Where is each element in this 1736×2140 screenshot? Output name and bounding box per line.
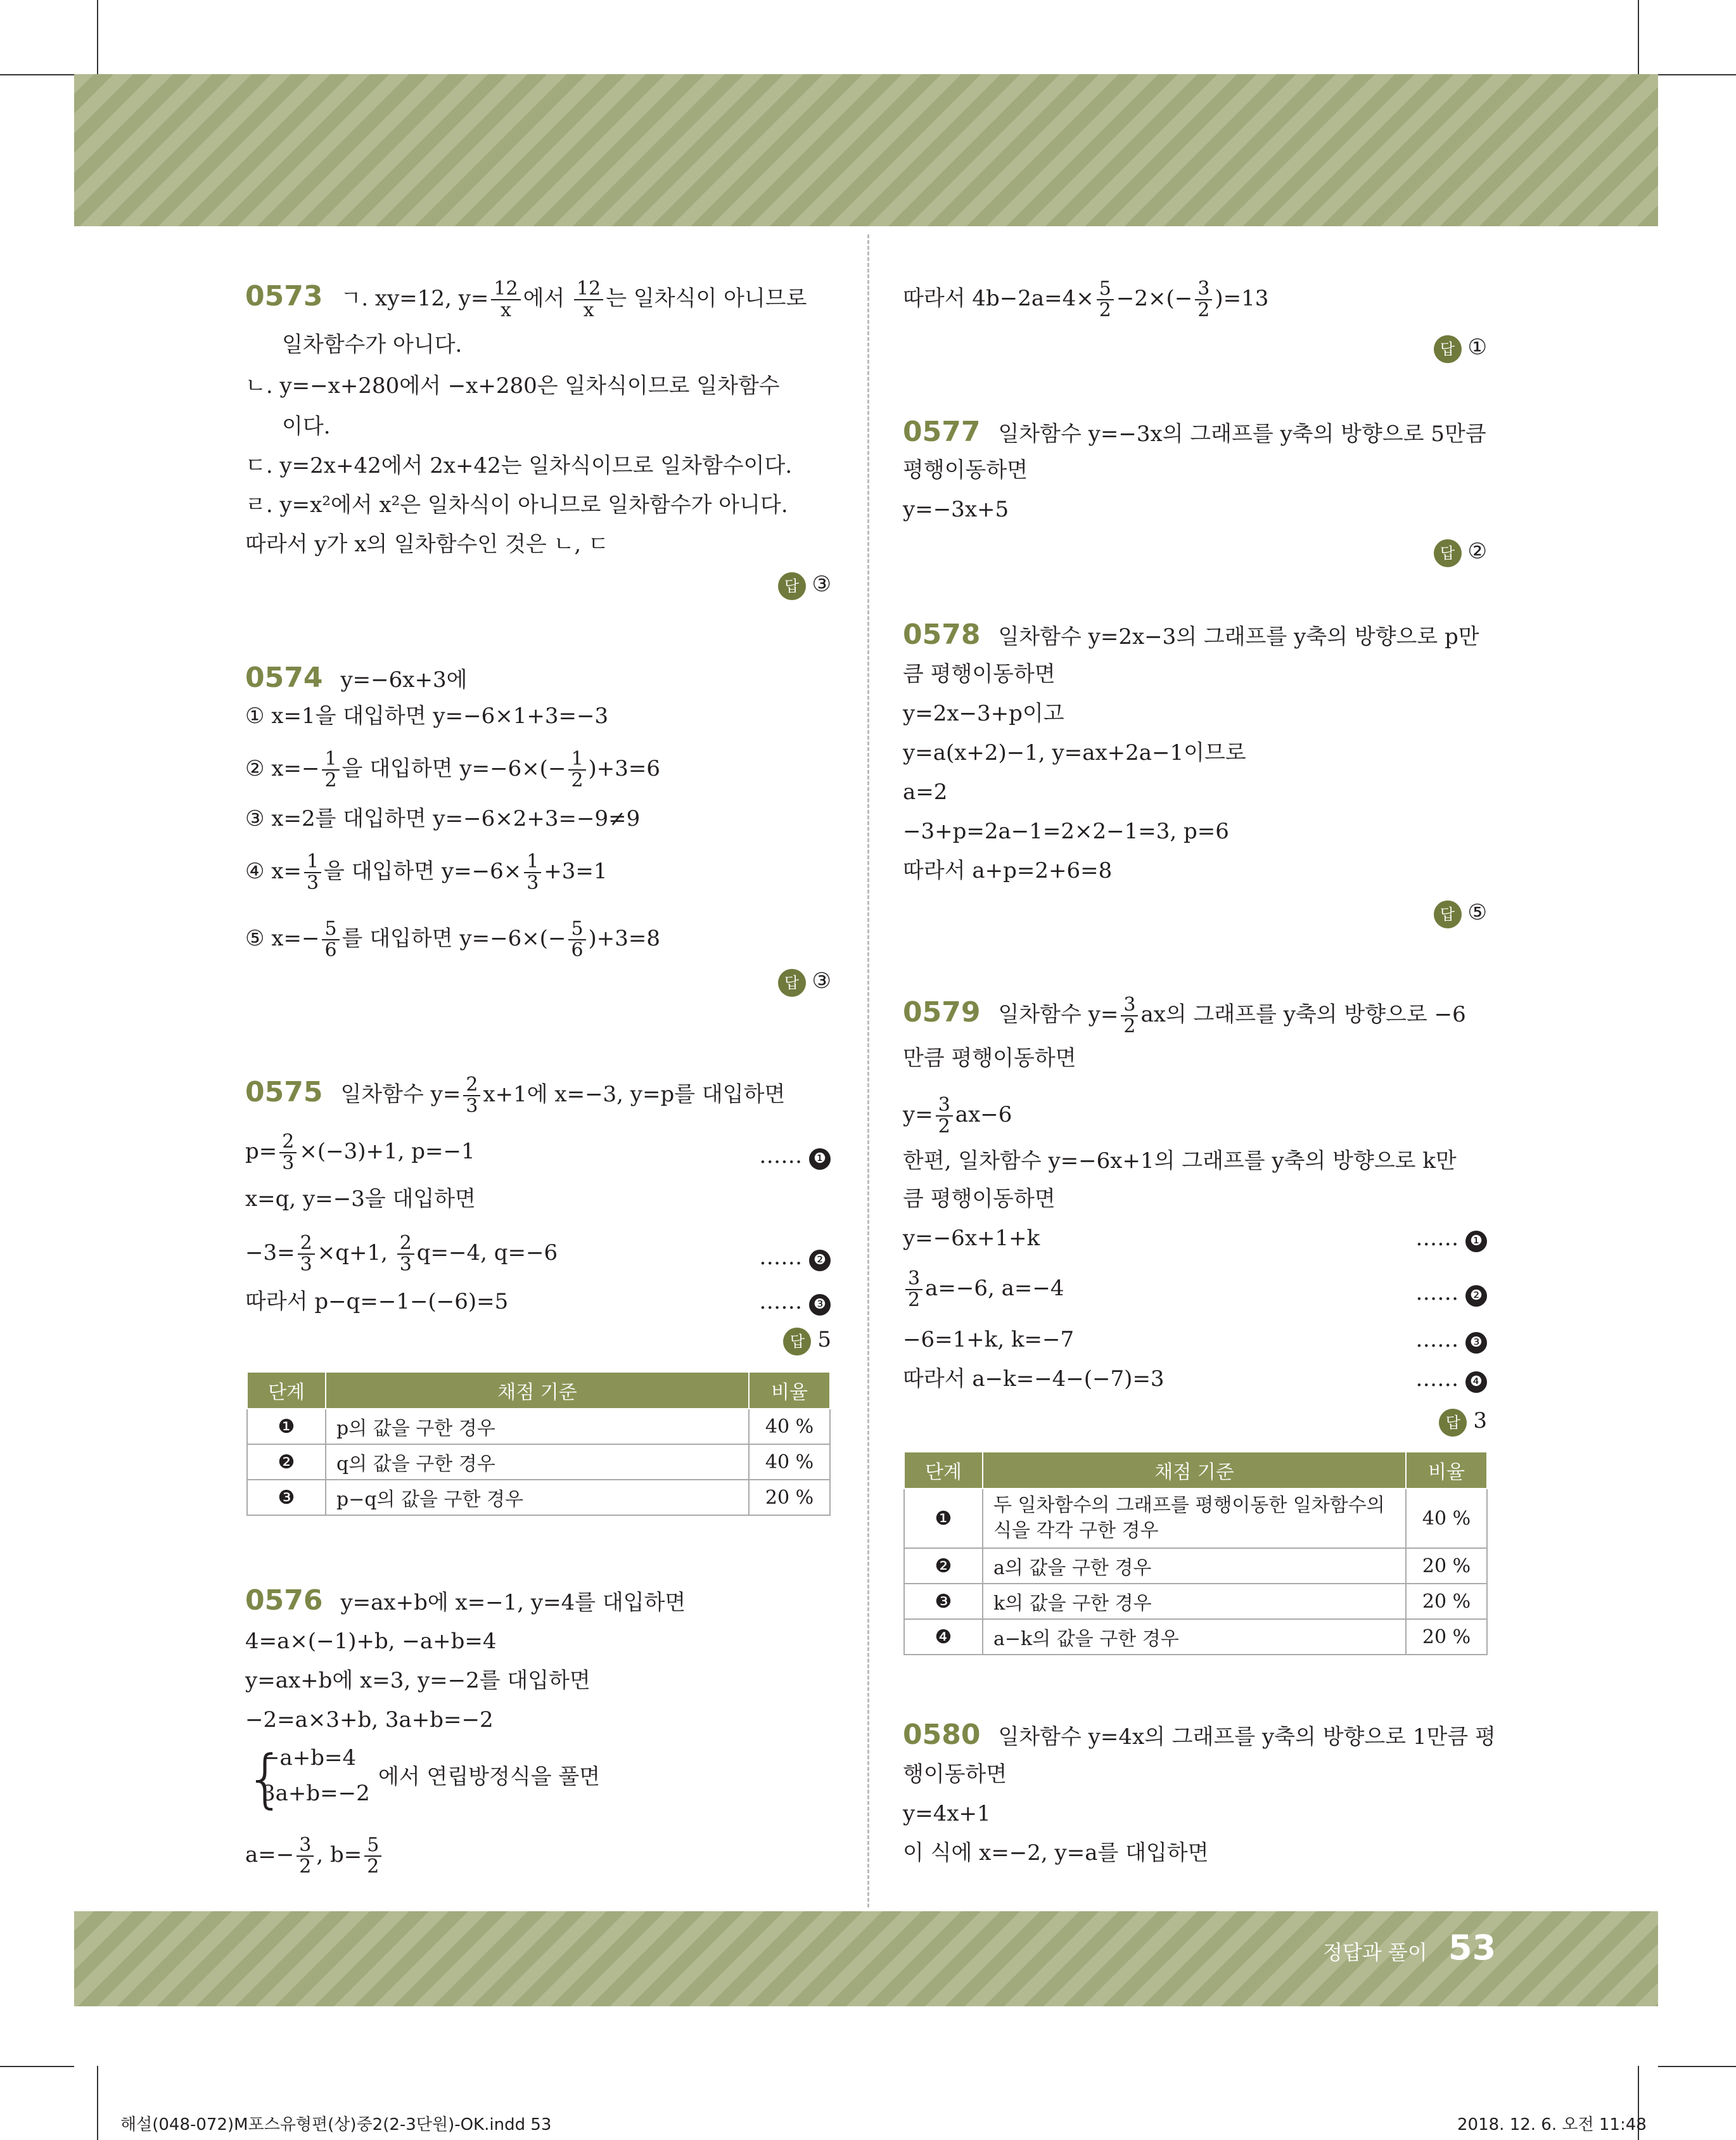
- problem-number: 0573: [245, 280, 323, 312]
- answer: 답 ②: [1434, 537, 1487, 567]
- page-number: 53: [1448, 1928, 1497, 1968]
- text-line: 평행이동하면: [903, 458, 1028, 483]
- problem-0576-head: 0576 y=ax+b에 x=−1, y=4를 대입하면: [245, 1584, 686, 1617]
- text-line: ③ x=2를 대입하면 y=−6×2+3=−9≠9: [245, 806, 641, 831]
- text-line: 행이동하면: [903, 1762, 1007, 1787]
- text-line: −6=1+k, k=−7 …… ❸: [903, 1326, 1487, 1354]
- answer: 답 ①: [1434, 333, 1487, 363]
- answer: 답 ⑤: [1434, 899, 1487, 928]
- problem-0573-line1: 0573 ㄱ. xy=12, y= $\frac{12}{x}$ 에서 $\frac{12}{x}$ 는 일차식이 아니므로: [245, 278, 807, 321]
- answer: 답 5: [783, 1326, 831, 1355]
- text-line: $\frac{3}{2}$ a=−6, a=−4 …… ❷: [903, 1269, 1487, 1310]
- text-line: 큼 평행이동하면: [903, 1186, 1056, 1212]
- step-marker: ❷: [1465, 1285, 1487, 1307]
- crop-mark: [97, 2066, 98, 2140]
- text-line: ㄹ. y=x²에서 x²은 일차식이 아니므로 일차함수가 아니다.: [245, 492, 788, 518]
- text-line: 이 식에 x=−2, y=a를 대입하면: [903, 1840, 1209, 1866]
- answer: 답 ③: [778, 570, 831, 600]
- text-line: 따라서 p−q=−1−(−6)=5 …… ❸: [245, 1288, 831, 1316]
- text-line: 만큼 평행이동하면: [903, 1046, 1076, 1071]
- text-line: y=2x−3+p이고: [903, 701, 1064, 726]
- text-line: y=−6x+1+k …… ❶: [903, 1224, 1487, 1252]
- text-line: 한편, 일차함수 y=−6x+1의 그래프를 y축의 방향으로 k만: [903, 1148, 1457, 1174]
- text-line: y= $\frac{3}{2}$ ax−6: [903, 1094, 1012, 1137]
- column-divider: [867, 234, 869, 1907]
- table-row: ❶ p의 값을 구한 경우 40 %: [247, 1409, 830, 1444]
- file-info: 해설(048-072)M포스유형편(상)중2(2-3단원)-OK.indd 53: [120, 2115, 552, 2134]
- crop-mark: [1658, 2066, 1736, 2067]
- text-line: 따라서 y가 x의 일차함수인 것은 ㄴ, ㄷ: [245, 532, 609, 557]
- text-line: a=2: [903, 779, 948, 805]
- text-line: 일차함수가 아니다.: [282, 332, 463, 357]
- text-line: y=−3x+5: [903, 497, 1009, 522]
- text-line: ㄴ. y=−x+280에서 −x+280은 일차식이므로 일차함수: [245, 373, 780, 399]
- text-line: ④ x= $\frac{1}{3}$ 을 대입하면 y=−6× $\frac{1}{3}$ +3=1: [245, 850, 608, 894]
- scoring-table: 단계 채점 기준 비율 ❶ 두 일차함수의 그래프를 평행이동한 일차함수의 식을 각각 구한 경우 40 % ❷ a의 값을 구한 경우 20 % ❸ k의 값을 구한 경우 20 % ❹ a−k의 값을 구한 경우 20 %: [903, 1451, 1488, 1655]
- problem-number: 0580: [903, 1719, 981, 1751]
- step-marker: ❶: [809, 1148, 831, 1170]
- problem-number: 0574: [245, 662, 323, 694]
- step-marker: ❹: [1465, 1371, 1487, 1393]
- problem-number: 0578: [903, 618, 981, 651]
- table-row: ❸ k의 값을 구한 경우 20 %: [904, 1584, 1487, 1619]
- text-line: y=ax+b에 x=3, y=−2를 대입하면: [245, 1668, 590, 1693]
- problem-0575-head: 0575 일차함수 y= $\frac{2}{3}$ x+1에 x=−3, y=p를 대입하면: [245, 1073, 786, 1117]
- section-label: 정답과 풀이: [1323, 1940, 1427, 1964]
- step-marker: ❸: [1465, 1332, 1487, 1354]
- problem-0577-head: 0577 일차함수 y=−3x의 그래프를 y축의 방향으로 5만큼: [903, 416, 1486, 448]
- table-row: ❷ a의 값을 구한 경우 20 %: [904, 1548, 1487, 1584]
- problem-number: 0579: [903, 996, 981, 1028]
- equation-system: { −a+b=4 3a+b=−2 에서 연립방정식을 풀면: [245, 1741, 601, 1816]
- table-row: ❷ q의 값을 구한 경우 40 %: [247, 1444, 830, 1480]
- problem-0578-head: 0578 일차함수 y=2x−3의 그래프를 y축의 방향으로 p만: [903, 618, 1479, 651]
- problem-number: 0576: [245, 1584, 323, 1617]
- text-line: −2=a×3+b, 3a+b=−2: [245, 1707, 494, 1733]
- scoring-table: 단계 채점 기준 비율 ❶ p의 값을 구한 경우 40 % ❷ q의 값을 구한 경우 40 % ❸ p−q의 값을 구한 경우 20 %: [246, 1371, 831, 1516]
- problem-0580-head: 0580 일차함수 y=4x의 그래프를 y축의 방향으로 1만큼 평: [903, 1719, 1496, 1751]
- text-line: x=q, y=−3을 대입하면: [245, 1186, 476, 1212]
- header-band: [74, 74, 1658, 226]
- text-line: −3= $\frac{2}{3}$ ×q+1, $\frac{2}{3}$ q=−4, q=−6 …… ❷: [245, 1233, 831, 1275]
- crop-mark: [1638, 0, 1639, 74]
- answer-badge: 답: [778, 572, 806, 600]
- text-line: −3+p=2a−1=2×2−1=3, p=6: [903, 819, 1229, 844]
- text-line: 4=a×(−1)+b, −a+b=4: [245, 1629, 497, 1654]
- text-line: 이다.: [282, 414, 331, 439]
- step-marker: ❷: [809, 1250, 831, 1271]
- text-line: ㄷ. y=2x+42에서 2x+42는 일차식이므로 일차함수이다.: [245, 453, 793, 478]
- text-line: p= $\frac{2}{3}$ ×(−3)+1, p=−1 …… ❶: [245, 1132, 831, 1174]
- problem-0574-head: 0574 y=−6x+3에: [245, 662, 468, 694]
- text-line: 따라서 a+p=2+6=8: [903, 858, 1113, 883]
- text-line: ② x=− $\frac{1}{2}$ 을 대입하면 y=−6×(− $\frac{1}{2}$ )+3=6: [245, 748, 661, 791]
- step-marker: ❶: [1465, 1231, 1487, 1252]
- table-row: ❶ 두 일차함수의 그래프를 평행이동한 일차함수의 식을 각각 구한 경우 40 %: [904, 1489, 1487, 1548]
- text-line: y=a(x+2)−1, y=ax+2a−1이므로: [903, 740, 1246, 766]
- crop-mark: [97, 0, 98, 74]
- text-line: 큼 평행이동하면: [903, 662, 1056, 687]
- text-line: a=− $\frac{3}{2}$ , b= $\frac{5}{2}$: [245, 1835, 384, 1877]
- problem-number: 0577: [903, 416, 981, 448]
- table-row: ❸ p−q의 값을 구한 경우 20 %: [247, 1480, 830, 1515]
- step-marker: ❸: [809, 1294, 831, 1316]
- problem-number: 0575: [245, 1076, 323, 1108]
- crop-mark: [1658, 74, 1736, 75]
- text-line: 따라서 a−k=−4−(−7)=3 …… ❹: [903, 1365, 1487, 1393]
- table-row: ❹ a−k의 값을 구한 경우 20 %: [904, 1619, 1487, 1655]
- text-line: y=4x+1: [903, 1801, 991, 1826]
- text-line: ⑤ x=− $\frac{5}{6}$ 를 대입하면 y=−6×(− $\frac{5}{6}$ )+3=8: [245, 918, 661, 961]
- crop-mark: [0, 74, 74, 75]
- answer: 답 3: [1439, 1407, 1487, 1437]
- problem-0579-head: 0579 일차함수 y= $\frac{3}{2}$ ax의 그래프를 y축의 방향으로 −6: [903, 994, 1466, 1037]
- timestamp: 2018. 12. 6. 오전 11:48: [1457, 2115, 1647, 2134]
- answer: 답 ③: [778, 967, 831, 997]
- crop-mark: [0, 2066, 74, 2067]
- text-line: 따라서 4b−2a=4× $\frac{5}{2}$ −2×(− $\frac{3}{2}$ )=13: [903, 278, 1269, 321]
- text-line: ① x=1을 대입하면 y=−6×1+3=−3: [245, 703, 609, 729]
